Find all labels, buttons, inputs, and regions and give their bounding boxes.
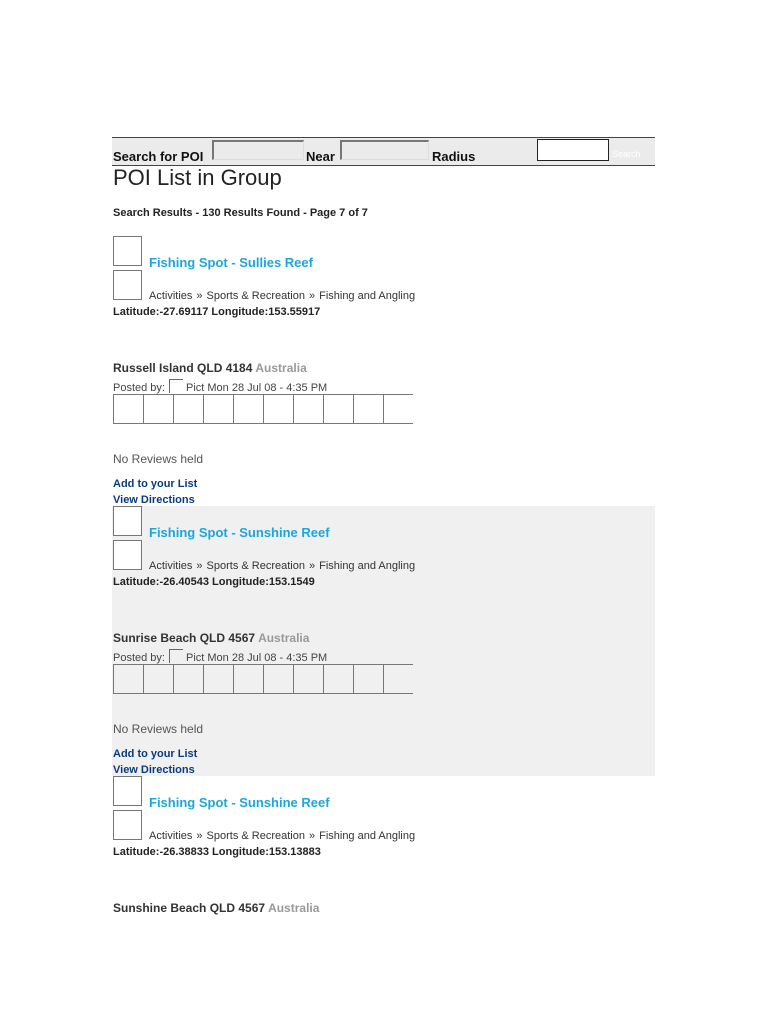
view-directions-link[interactable]: View Directions — [113, 764, 195, 776]
poi-thumbnail[interactable] — [113, 236, 142, 266]
address — [113, 631, 309, 645]
add-to-list-link[interactable]: Add to your List — [113, 748, 198, 760]
coordinates: Latitude:-27.69117 Longitude:153.55917 — [113, 306, 321, 318]
rating-cell — [233, 664, 263, 694]
breadcrumb-separator: » — [308, 560, 316, 572]
add-to-list-link[interactable]: Add to your List — [113, 478, 198, 490]
divider — [113, 423, 413, 424]
rating-grid — [113, 664, 413, 694]
category-icon — [113, 270, 142, 300]
posted-by — [113, 379, 327, 394]
rating-cell — [143, 664, 173, 694]
results-summary: Search Results - 130 Results Found - Page 7 of 7 — [113, 207, 368, 219]
rating-cell — [323, 664, 353, 694]
breadcrumb-separator: » — [308, 290, 316, 302]
user-icon — [169, 649, 183, 663]
address — [113, 361, 307, 375]
rating-cell — [353, 664, 383, 694]
divider — [113, 693, 413, 694]
rating-cell — [293, 664, 323, 694]
poi-item — [112, 236, 655, 504]
rating-cell — [233, 394, 263, 424]
rating-cell — [113, 394, 143, 424]
category-icon — [113, 540, 142, 570]
posted-info: Pict Mon 28 Jul 08 - 4:35 PM — [185, 382, 328, 394]
breadcrumb-separator: » — [196, 290, 203, 302]
breadcrumb-item[interactable]: Activities — [149, 290, 193, 302]
rating-cell — [173, 394, 203, 424]
address — [113, 901, 319, 915]
category-icon — [113, 810, 142, 840]
breadcrumb-separator: » — [196, 560, 203, 572]
poi-thumbnail[interactable] — [113, 506, 142, 536]
reviews-status: No Reviews held — [113, 452, 204, 466]
posted-label: Posted by: — [113, 652, 165, 664]
address-text: Sunrise Beach QLD 4567 — [113, 631, 256, 645]
radius-label: Radius — [432, 149, 476, 164]
radius-input[interactable] — [537, 139, 609, 161]
rating-cell — [383, 394, 413, 424]
near-input[interactable] — [340, 140, 429, 160]
divider — [113, 394, 413, 395]
poi-thumbnail[interactable] — [113, 776, 142, 806]
page-title: POI List in Group — [113, 165, 282, 190]
breadcrumb-item[interactable]: Fishing and Angling — [319, 290, 416, 302]
posted-by — [113, 649, 327, 664]
breadcrumb-item[interactable]: Fishing and Angling — [319, 830, 416, 842]
breadcrumb-item[interactable]: Sports & Recreation — [206, 290, 305, 302]
category-breadcrumb — [149, 830, 415, 842]
breadcrumb-item[interactable]: Activities — [149, 830, 193, 842]
rating-cell — [293, 394, 323, 424]
search-poi-input[interactable] — [212, 140, 304, 160]
posted-info: Pict Mon 28 Jul 08 - 4:35 PM — [185, 652, 328, 664]
rating-cell — [203, 664, 233, 694]
category-breadcrumb — [149, 560, 415, 572]
breadcrumb-item[interactable]: Activities — [149, 560, 193, 572]
near-label: Near — [306, 149, 335, 164]
posted-label: Posted by: — [113, 382, 165, 394]
reviews-status: No Reviews held — [113, 722, 204, 736]
breadcrumb-separator: » — [196, 830, 203, 842]
breadcrumb-item[interactable]: Fishing and Angling — [319, 560, 416, 572]
country: Australia — [255, 361, 307, 375]
breadcrumb-item[interactable]: Sports & Recreation — [206, 830, 305, 842]
rating-grid — [113, 394, 413, 424]
search-bar — [112, 137, 655, 166]
coordinates: Latitude:-26.40543 Longitude:153.1549 — [113, 576, 315, 588]
view-directions-link[interactable]: View Directions — [113, 494, 195, 506]
coordinates: Latitude:-26.38833 Longitude:153.13883 — [113, 846, 321, 858]
rating-cell — [203, 394, 233, 424]
poi-item — [112, 776, 655, 926]
breadcrumb-separator: » — [308, 830, 316, 842]
rating-cell — [353, 394, 383, 424]
poi-title-link[interactable]: Fishing Spot - Sunshine Reef — [149, 795, 330, 810]
breadcrumb-item[interactable]: Sports & Recreation — [206, 560, 305, 572]
poi-title-link[interactable]: Fishing Spot - Sunshine Reef — [149, 525, 330, 540]
rating-cell — [323, 394, 353, 424]
user-icon — [169, 379, 183, 393]
divider — [113, 664, 413, 665]
country: Australia — [258, 631, 310, 645]
search-button[interactable]: Search — [612, 149, 641, 159]
address-text: Sunshine Beach QLD 4567 — [113, 901, 266, 915]
category-breadcrumb — [149, 290, 415, 302]
rating-cell — [263, 394, 293, 424]
search-poi-label: Search for POI — [113, 149, 204, 164]
rating-cell — [263, 664, 293, 694]
rating-cell — [383, 664, 413, 694]
country: Australia — [268, 901, 320, 915]
rating-cell — [113, 664, 143, 694]
poi-item — [112, 506, 655, 776]
rating-cell — [143, 394, 173, 424]
rating-cell — [173, 664, 203, 694]
address-text: Russell Island QLD 4184 — [113, 361, 253, 375]
poi-title-link[interactable]: Fishing Spot - Sullies Reef — [149, 255, 313, 270]
